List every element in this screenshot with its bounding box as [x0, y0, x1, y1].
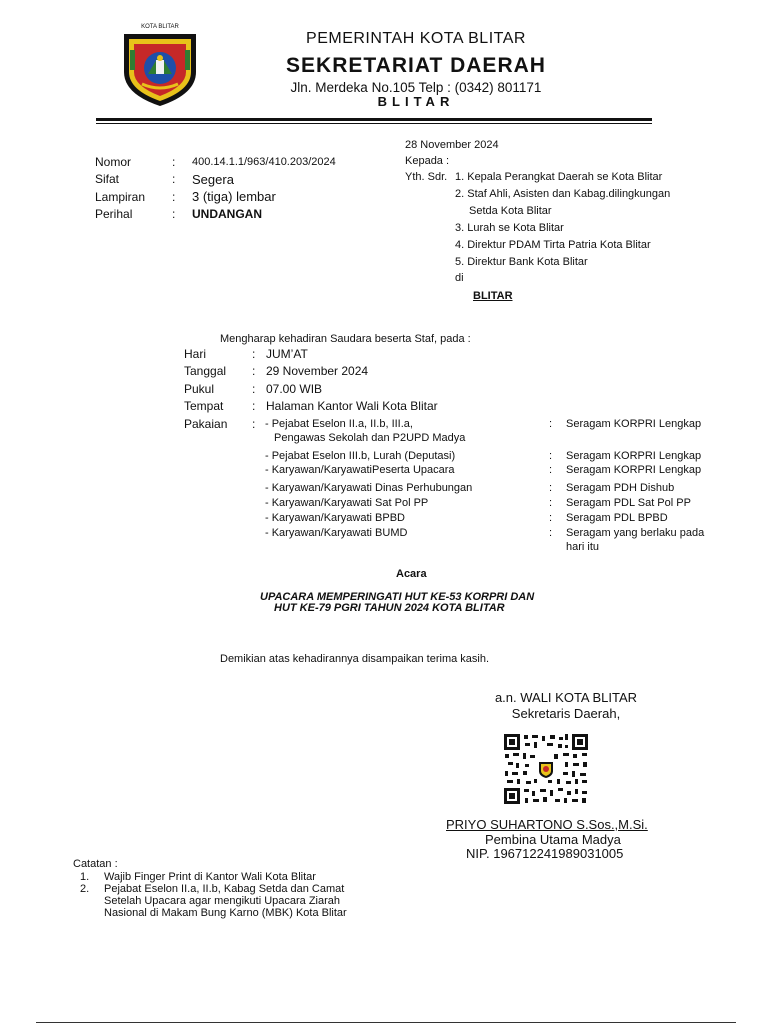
meta-label-nomor: Nomor: [95, 155, 132, 169]
dress-code-group: - Karyawan/Karyawati Sat Pol PP: [265, 497, 429, 509]
dress-code-uniform-cont: hari itu: [566, 541, 600, 553]
letterhead-address: Jln. Merdeka No.105 Telp : (0342) 801171: [290, 80, 542, 95]
qr-code-signature: [503, 733, 589, 805]
detail-label-tempat: Tempat: [184, 399, 224, 413]
addressee-item: 4. Direktur PDAM Tirta Patria Kota Blitar: [455, 239, 651, 251]
detail-label-pakaian: Pakaian: [184, 417, 228, 431]
note-text: Wajib Finger Print di Kantor Wali Kota Blitar: [104, 871, 316, 883]
dress-code-uniform: Seragam KORPRI Lengkap: [566, 418, 702, 430]
detail-colon: :: [252, 364, 256, 378]
addressee-item: 3. Lurah se Kota Blitar: [455, 222, 564, 234]
meta-label-lampiran: Lampiran: [95, 190, 146, 204]
dress-code-group: - Karyawan/Karyawati BUMD: [265, 527, 408, 539]
note-number: 2.: [80, 883, 90, 895]
signatory-nip: NIP. 196712241989031005: [466, 846, 624, 861]
meta-colon: :: [172, 190, 176, 204]
detail-label-tanggal: Tanggal: [184, 364, 227, 378]
detail-colon: :: [252, 399, 256, 413]
dress-code-colon: :: [549, 464, 553, 476]
letterhead-rule-thin: [96, 123, 652, 124]
detail-label-hari: Hari: [184, 347, 207, 361]
addressee-item: 5. Direktur Bank Kota Blitar: [455, 256, 588, 268]
detail-colon: :: [252, 382, 256, 396]
meta-label-sifat: Sifat: [95, 172, 120, 186]
addressee-item: 2. Staf Ahli, Asisten dan Kabag.dilingkungan: [455, 188, 671, 200]
detail-value-pukul: 07.00 WIB: [266, 382, 323, 396]
svg-text:KOTA BLITAR: KOTA BLITAR: [141, 24, 179, 30]
dress-code-group: - Karyawan/Karyawati BPBD: [265, 512, 405, 524]
agenda-line-2: HUT KE-79 PGRI TAHUN 2024 KOTA BLITAR: [274, 602, 505, 614]
signatory-name: PRIYO SUHARTONO S.Sos.,M.Si.: [446, 817, 648, 832]
detail-colon: :: [252, 417, 256, 431]
dress-code-colon: :: [549, 418, 553, 430]
dress-code-uniform: Seragam KORPRI Lengkap: [566, 464, 702, 476]
dress-code-group: - Pejabat Eselon III.b, Lurah (Deputasi): [265, 450, 456, 462]
dress-code-group: - Karyawan/KaryawatiPeserta Upacara: [265, 464, 455, 476]
meta-label-perihal: Perihal: [95, 207, 133, 221]
signatory-rank: Pembina Utama Madya: [485, 832, 621, 847]
signature-position: Sekretaris Daerah,: [511, 706, 621, 721]
dress-code-colon: :: [549, 527, 553, 539]
dress-code-group-cont: Pengawas Sekolah dan P2UPD Madya: [274, 432, 466, 444]
dress-code-uniform: Seragam PDL BPBD: [566, 512, 668, 524]
addressee-item: Setda Kota Blitar: [469, 205, 552, 217]
addressee-city: BLITAR: [473, 290, 513, 302]
addressee-prefix: Yth. Sdr.: [405, 171, 448, 183]
letterhead-rule-thick: [96, 118, 652, 121]
page-bottom-rule: [36, 1022, 736, 1023]
detail-colon: :: [252, 347, 256, 361]
meta-value-perihal: UNDANGAN: [192, 207, 262, 221]
dress-code-uniform: Seragam PDL Sat Pol PP: [566, 497, 691, 509]
meta-value-sifat: Segera: [192, 172, 234, 187]
dress-code-uniform: Seragam PDH Dishub: [566, 482, 675, 494]
agenda-line-1: UPACARA MEMPERINGATI HUT KE-53 KORPRI DAN: [260, 591, 535, 603]
meta-colon: :: [172, 155, 176, 169]
detail-value-hari: JUM’AT: [266, 347, 308, 361]
note-text: Pejabat Eselon II.a, II.b, Kabag Setda dan Camat: [104, 883, 345, 895]
meta-value-nomor: 400.14.1.1/963/410.203/2024: [192, 156, 336, 168]
signature-on-behalf: a.n. WALI KOTA BLITAR: [494, 690, 638, 705]
meta-colon: :: [172, 172, 176, 186]
dress-code-uniform: Seragam KORPRI Lengkap: [566, 450, 702, 462]
agenda-heading: Acara: [396, 568, 427, 580]
dress-code-uniform: Seragam yang berlaku pada: [566, 527, 705, 539]
addressee-kepada: Kepada :: [405, 155, 450, 167]
dress-code-colon: :: [549, 450, 553, 462]
addressee-di: di: [455, 272, 464, 284]
notes-heading: Catatan :: [73, 858, 118, 870]
letterhead-office: SEKRETARIAT DAERAH: [286, 54, 546, 77]
addressee-item: 1. Kepala Perangkat Daerah se Kota Blitar: [455, 171, 663, 183]
kota-blitar-emblem: [116, 20, 204, 108]
dress-code-colon: :: [549, 482, 553, 494]
dress-code-group: - Karyawan/Karyawati Dinas Perhubungan: [265, 482, 473, 494]
note-text: Nasional di Makam Bung Karno (MBK) Kota Blitar: [104, 907, 347, 919]
letterhead-city: BLITAR: [377, 94, 455, 109]
detail-value-tempat: Halaman Kantor Wali Kota Blitar: [266, 399, 438, 413]
detail-label-pukul: Pukul: [184, 382, 215, 396]
meta-colon: :: [172, 207, 176, 221]
closing-sentence: Demikian atas kehadirannya disampaikan terima kasih.: [220, 653, 490, 665]
detail-value-tanggal: 29 November 2024: [266, 364, 369, 378]
dress-code-group: - Pejabat Eselon II.a, II.b, III.a,: [265, 418, 413, 430]
dress-code-colon: :: [549, 512, 553, 524]
letterhead-government: PEMERINTAH KOTA BLITAR: [306, 30, 526, 47]
dress-code-colon: :: [549, 497, 553, 509]
meta-value-lampiran: 3 (tiga) lembar: [192, 189, 276, 204]
invitation-intro: Mengharap kehadiran Saudara beserta Staf, pada :: [220, 333, 471, 345]
note-text: Setelah Upacara agar mengikuti Upacara Ziarah: [104, 895, 341, 907]
note-number: 1.: [80, 871, 90, 883]
letter-date: 28 November 2024: [405, 139, 499, 151]
